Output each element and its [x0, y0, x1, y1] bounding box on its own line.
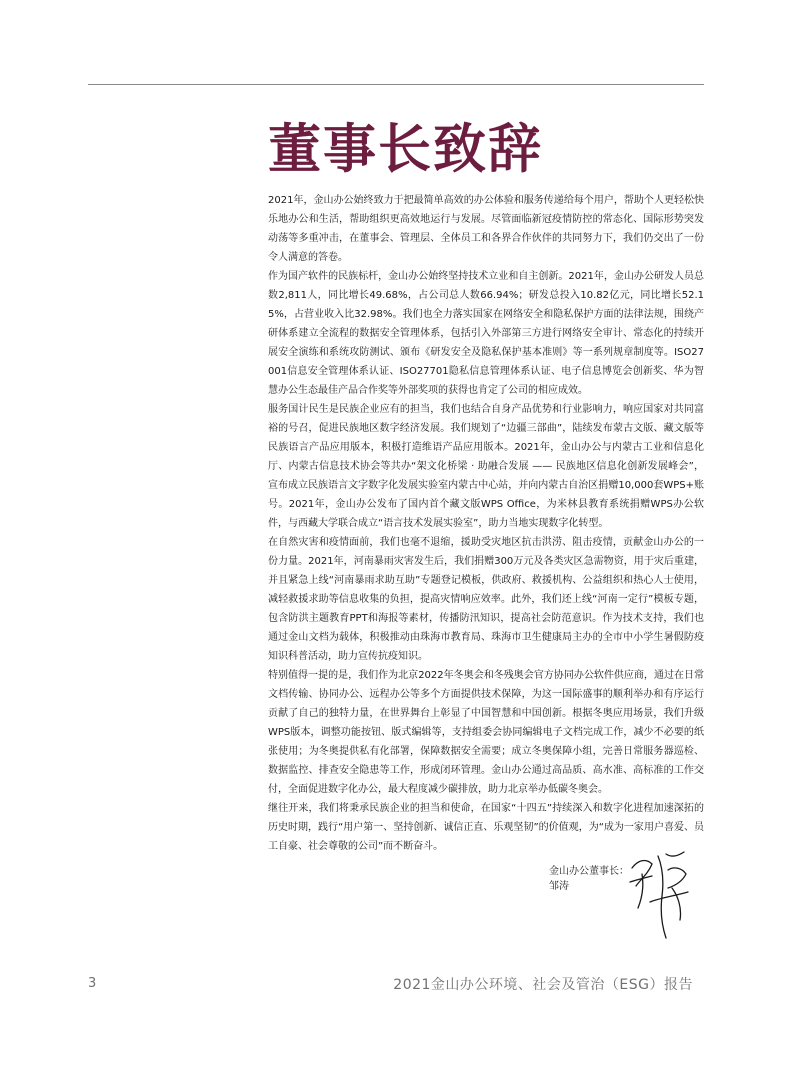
- paragraph-intro: 2021年，金山办公始终致力于把最简单高效的办公体验和服务传递给每个用户，帮助个人更轻松快乐地办公和生活，帮助组织更高效地运行与发展。尽管面临新冠疫情防控的常态化、国际形势突发动荡等多重冲击，在董事会、管理层、全体员工和各界合作伙伴的共同努力下，我们仍交出了一份令人满意的答卷。: [268, 195, 704, 263]
- paragraph-winter-olympics: 特别值得一提的是，我们作为北京2022年冬奥会和冬残奥会官方协同办公软件供应商，通过在日常文档传输、协同办公、远程办公等多个方面提供技术保障，为这一国际盛事的顺利举办和有序运行贡献了自己的独特力量，在世界舞台上彰显了中国智慧和中国创新。根据冬奥应用场景，我们升级WPS版本，调整功能按钮、版式编辑等，支持组委会协同编辑电子文档完成工作，减少不必要的纸张使用；为冬奥提供私有化部署，保障数据安全需要；成立冬奥保障小组，完善日常服务器巡检、数据监控、排查安全隐患等工作，形成闭环管理。金山办公通过高品质、高水准、高标准的工作交付，全面促进数字化办公，最大程度减少碳排放，助力北京举办低碳冬奥会。: [268, 670, 704, 795]
- signatory-name: 邹涛: [549, 881, 569, 892]
- report-title: 2021金山办公环境、社会及管治（ESG）报告: [393, 977, 693, 993]
- paragraph-innovation: 作为国产软件的民族标杆，金山办公始终坚持技术立业和自主创新。2021年，金山办公研发人员总数2,811人，同比增长49.68%，占公司总人数66.94%；研发总投入10.82亿元，同比增长52.15%，占营业收入比32.98%。我们也全力落实国家在网络安全和隐私保护方面的法律法规，围绕产研体系建立全流程的数据安全管理体系，包括引入外部第三方进行网络安全审计、常态化的持续开展安全演练和系统攻防测试、颁布《研发安全及隐私保护基本准则》等一系列规章制度等。ISO27001信息安全管理体系认证、ISO27701隐私信息管理体系认证、电子信息博览会创新奖、华为智慧办公生态最佳产品合作奖等外部奖项的获得也肯定了公司的相应成效。: [268, 271, 704, 396]
- letter-body: [268, 191, 704, 856]
- page-title: 董事长致辞: [268, 119, 543, 180]
- paragraph-closing: 继往开来，我们将秉承民族企业的担当和使命，在国家“十四五”持续深入和数字化进程加速深拓的历史时期，践行“用户第一、坚持创新、诚信正直、乐观坚韧”的价值观，为“成为一家用户喜爱、员工自豪、社会尊敬的公司”而不断奋斗。: [268, 803, 704, 852]
- handwritten-signature: [622, 846, 702, 942]
- signatory-title: 金山办公董事长：: [549, 866, 629, 877]
- paragraph-disaster-relief: 在自然灾害和疫情面前，我们也毫不退缩，援助受灾地区抗击洪涝、阻击疫情，贡献金山办公的一份力量。2021年，河南暴雨灾害发生后，我们捐赠300万元及各类灾区急需物资，用于灾后重建，并且紧急上线“河南暴雨求助互助”专题登记模板，供政府、救援机构、公益组织和热心人士使用，减轻救援求助等信息收集的负担，提高灾情响应效率。此外，我们还上线“河南一定行”模板专题，包含防洪主题教育PPT和海报等素材，传播防汛知识，提高社会防范意识。作为技术支持，我们也通过金山文档为载体，积极推动由珠海市教育局、珠海市卫生健康局主办的全市中小学生暑假防疫知识科普活动，助力宣传抗疫知识。: [268, 537, 704, 662]
- page-number: 3: [88, 976, 97, 991]
- paragraph-ethnic-regions: 服务国计民生是民族企业应有的担当，我们也结合自身产品优势和行业影响力，响应国家对共同富裕的号召，促进民族地区数字经济发展。我们规划了“边疆三部曲”，陆续发布蒙古文版、藏文版等民族语言产品应用版本，积极打造维语产品应用版本。2021年，金山办公与内蒙古工业和信息化厅、内蒙古信息技术协会等共办“架文化桥梁 · 助融合发展 —— 民族地区信息化创新发展峰会”，宣布成立民族语言文字数字化发展实验室内蒙古中心站，并向内蒙古自治区捐赠10,000套WPS+账号。2021年，金山办公发布了国内首个藏文版WPS Office，为米林县教育系统捐赠WPS办公软件，与西藏大学联合成立“语言技术发展实验室”，助力当地实现数字化转型。: [268, 404, 704, 529]
- top-divider: [88, 84, 704, 85]
